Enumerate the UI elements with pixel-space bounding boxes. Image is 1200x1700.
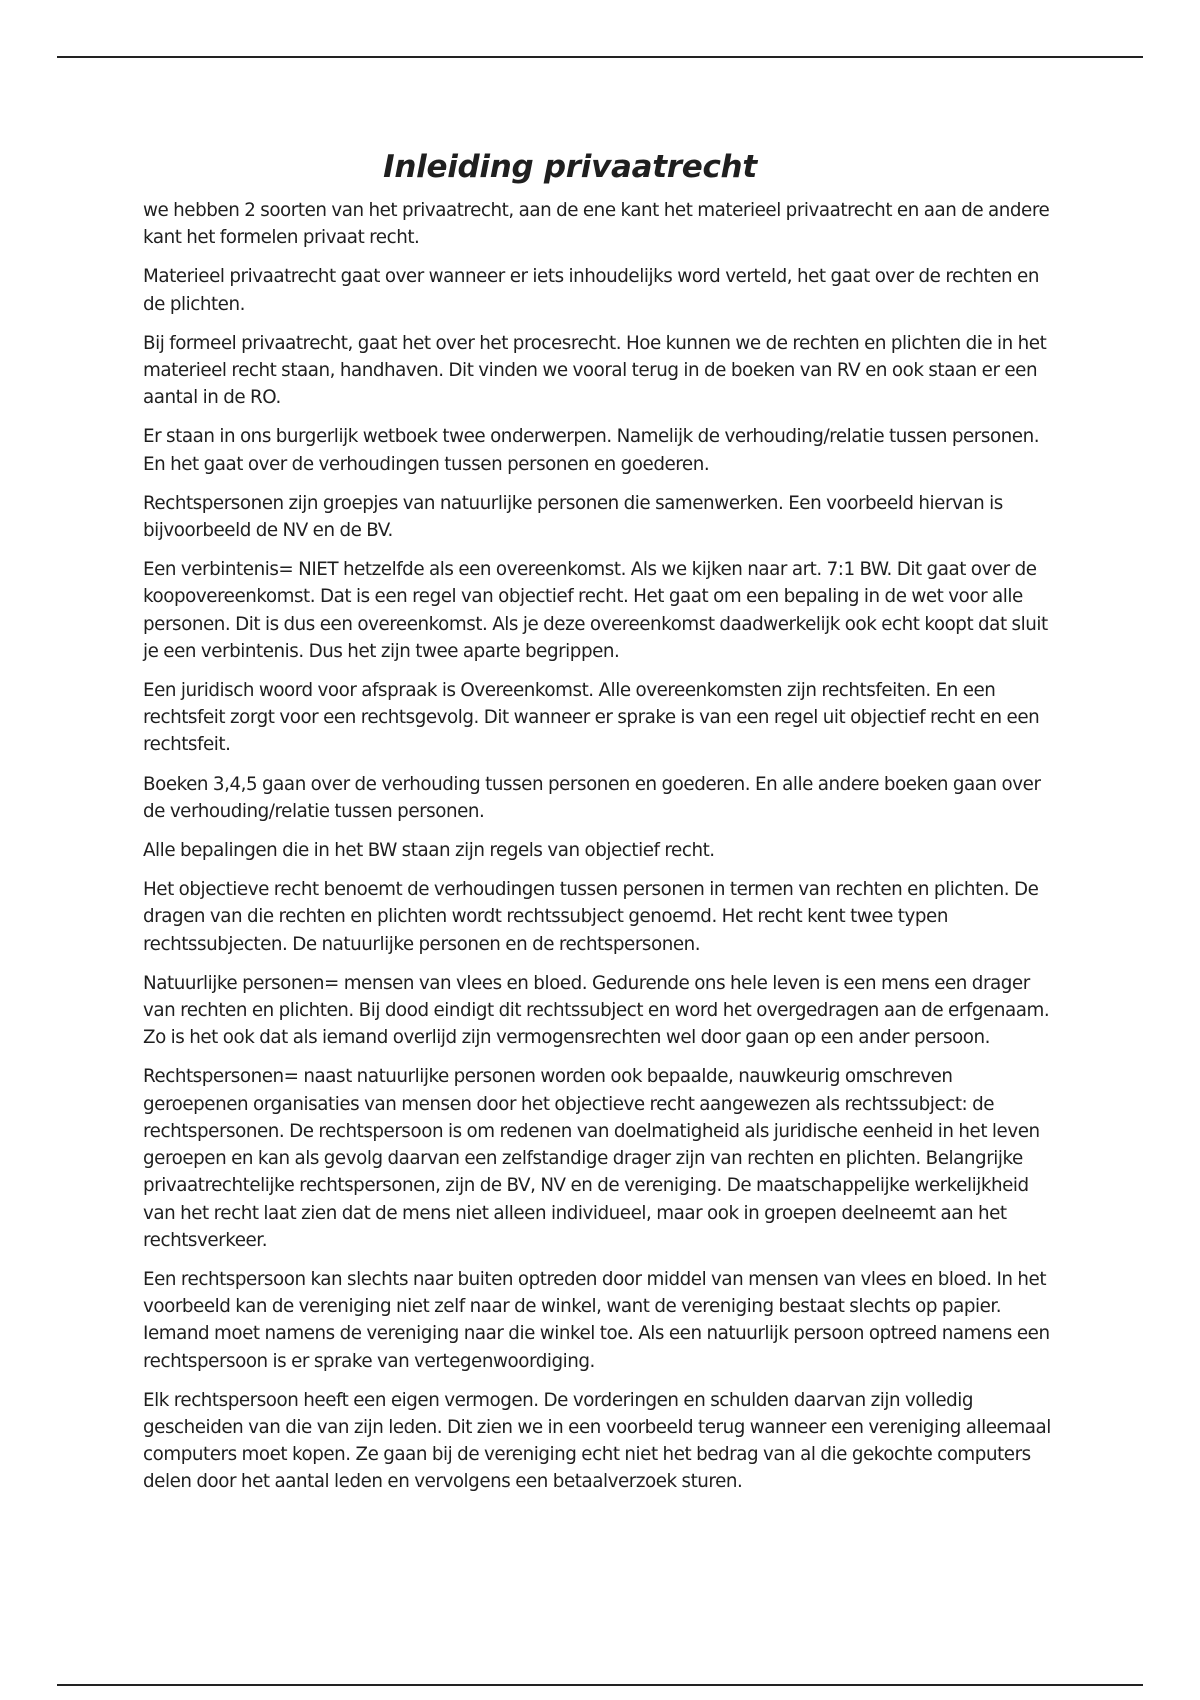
paragraph-6: Een verbintenis= NIET hetzelfde als een overeenkomst. Als we kijken naar art. 7:1 BW. Dit gaat over de koopovereenkomst. Dat is een regel van objectief recht. Het gaat om een bepaling in de wet voor alle personen. Dit is dus een overeenkomst. Als je deze overeenkomst daadwerkelijk ook echt koopt dat sluit je een verbintenis. Dus het zijn twee aparte begrippen.: [143, 559, 1048, 662]
paragraph-4: Er staan in ons burgerlijk wetboek twee onderwerpen. Namelijk de verhouding/relatie tussen personen. En het gaat over de verhoudingen tussen personen en goederen.: [143, 426, 1040, 475]
paragraph-9: Alle bepalingen die in het BW staan zijn regels van objectief recht.: [143, 840, 715, 862]
paragraph-7: Een juridisch woord voor afspraak is Overeenkomst. Alle overeenkomsten zijn rechtsfeiten. En een rechtsfeit zorgt voor een rechtsgevolg. Dit wanneer er sprake is van een regel uit objectief recht en een rechtsfeit.: [143, 680, 1040, 756]
paragraph-14: Elk rechtspersoon heeft een eigen vermogen. De vorderingen en schulden daarvan zijn volledig gescheiden van die van zijn leden. Dit zien we in een voorbeeld terug wanneer een vereniging alleemaal computers moet kopen. Ze gaan bij de vereniging echt niet het bedrag van al die gekochte computers delen door het aantal leden en vervolgens een betaalverzoek sturen.: [143, 1389, 1051, 1493]
paragraph-2: Materieel privaatrecht gaat over wanneer er iets inhoudelijks word verteld, het gaat over de rechten en de plichten.: [143, 266, 1039, 315]
paragraph-11: Natuurlijke personen= mensen van vlees en bloed. Gedurende ons hele leven is een mens een drager van rechten en plichten. Bij dood eindigt dit rechtssubject en word het overgedragen aan de erfgenaam. Zo is het ook dat als iemand overlijd zijn vermogensrechten wel door gaan op een ander persoon.: [143, 972, 1050, 1049]
footer-rule: [57, 1684, 1143, 1686]
paragraph-3: Bij formeel privaatrecht, gaat het over het procesrecht. Hoe kunnen we de rechten en plichten die in het materieel recht staan, handhaven. Dit vinden we vooral terug in de boeken van RV en ook staan er een aantal in de RO.: [143, 332, 1047, 409]
header-rule: [57, 56, 1143, 58]
paragraph-8: Boeken 3,4,5 gaan over de verhouding tussen personen en goederen. En alle andere boeken gaan over de verhouding/relatie tussen personen.: [143, 773, 1041, 822]
paragraph-12: Rechtspersonen= naast natuurlijke personen worden ook bepaalde, nauwkeurig omschreven geroepenen organisaties van mensen door het objectieve recht aangewezen als rechtssubject: de rechtspersonen. De rechtspersoon is om redenen van doelmatigheid als juridische eenheid in het leven geroepen en kan als gevolg daarvan een zelfstandige drager zijn van rechten en plichten. Belangrijke privaatrechtelijke rechtspersonen, zijn de BV, NV en de vereniging. De maatschappelijke werkelijkheid van het recht laat zien dat de mens niet alleen individueel, maar ook in groepen deelneemt aan het rechtsverkeer.: [143, 1066, 1040, 1251]
paragraph-13: Een rechtspersoon kan slechts naar buiten optreden door middel van mensen van vlees en bloed. In het voorbeeld kan de vereniging niet zelf naar de winkel, want de vereniging bestaat slechts op papier. Iemand moet namens de vereniging naar die winkel toe. Als een natuurlijk persoon optreed namens een rechtspersoon is er sprake van vertegenwoordiging.: [143, 1268, 1050, 1372]
document-page: [143, 145, 1061, 1508]
paragraph-5: Rechtspersonen zijn groepjes van natuurlijke personen die samenwerken. Een voorbeeld hiervan is bijvoorbeeld de NV en de BV.: [143, 492, 1003, 542]
document-title: Inleiding privaatrecht: [383, 149, 757, 185]
paragraph-1: we hebben 2 soorten van het privaatrecht, aan de ene kant het materieel privaatrecht en aan de andere kant het formelen privaat recht.: [143, 200, 1050, 249]
paragraph-10: Het objectieve recht benoemt de verhoudingen tussen personen in termen van rechten en plichten. De dragen van die rechten en plichten wordt rechtssubject genoemd. Het recht kent twee typen rechtssubjecten. De natuurlijke personen en de rechtspersonen.: [143, 879, 1039, 955]
